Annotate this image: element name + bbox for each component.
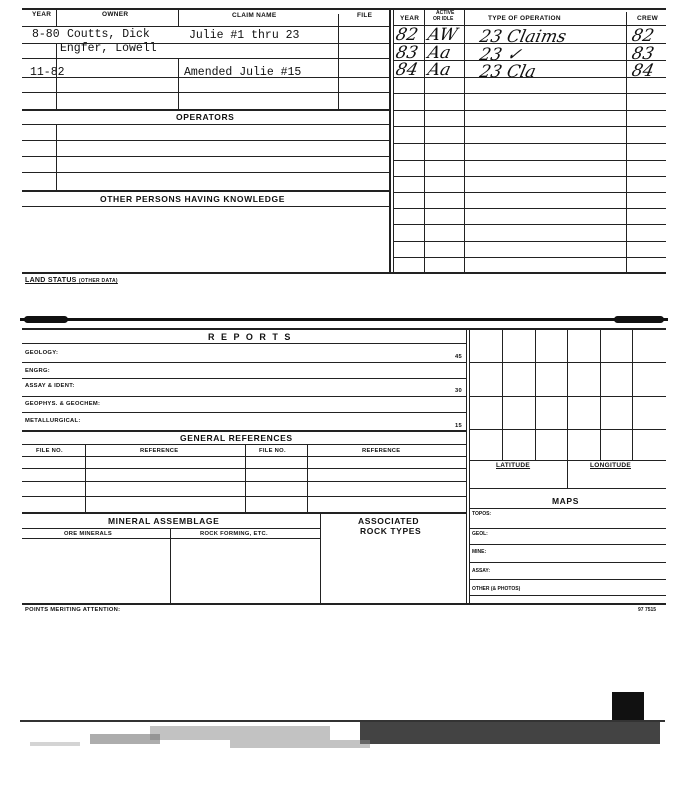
assoc-rock-types-title-2: ROCK TYPES xyxy=(360,526,422,536)
report-engrg: ENGRG: xyxy=(25,368,50,374)
maps-geol: GEOL: xyxy=(472,531,488,537)
maps-title: MAPS xyxy=(552,496,579,506)
smudge-mark xyxy=(614,316,664,323)
ops-row-rule xyxy=(393,93,666,94)
grid-col xyxy=(567,328,568,488)
ref-reference-2: REFERENCE xyxy=(362,448,401,454)
latitude-label: LATITUDE xyxy=(496,462,531,469)
land-status-label: LAND STATUS (OTHER DATA) xyxy=(25,277,118,284)
op-type-1: 23 Claims xyxy=(477,27,569,47)
col-divider xyxy=(424,10,425,274)
owner-year-3: 11-82 xyxy=(30,66,65,79)
col-divider xyxy=(56,8,57,26)
row-rule xyxy=(22,172,389,173)
row-rule xyxy=(22,481,466,482)
report-metallurgical: METALLURGICAL: xyxy=(25,418,81,424)
report-geology: GEOLOGY: xyxy=(25,350,59,356)
col-divider xyxy=(56,43,57,110)
report-geology-num: 45 xyxy=(455,354,463,360)
assoc-rock-types-title-1: ASSOCIATED xyxy=(358,516,420,526)
operators-rule xyxy=(22,109,389,111)
row-rule xyxy=(469,508,666,509)
header-type-of-operation: TYPE OF OPERATION xyxy=(488,15,561,22)
grid-col xyxy=(632,328,633,460)
report-assay: ASSAY & IDENT: xyxy=(25,383,75,389)
row-rule xyxy=(22,43,389,44)
operators-title: OPERATORS xyxy=(176,112,235,122)
ore-minerals-label: ORE MINERALS xyxy=(64,531,113,537)
op-type-3: 23 Cla xyxy=(477,62,538,82)
col-divider-main xyxy=(389,8,391,274)
other-persons-rule xyxy=(22,190,389,192)
grid-row xyxy=(469,362,666,363)
maps-mine: MINE: xyxy=(472,549,487,555)
ops-row-rule xyxy=(393,143,666,144)
op-status-3: Aa xyxy=(425,60,453,80)
maps-other: OTHER (& PHOTOS) xyxy=(472,586,521,592)
ops-row-rule xyxy=(393,160,666,161)
other-persons-title: OTHER PERSONS HAVING KNOWLEDGE xyxy=(100,194,286,204)
row-rule xyxy=(22,140,389,141)
header-active: ACTIVE xyxy=(436,10,455,16)
row-rule xyxy=(22,444,466,445)
row-rule xyxy=(469,544,666,545)
col-divider xyxy=(320,512,321,604)
grid-row xyxy=(469,460,666,461)
col-divider xyxy=(338,14,339,110)
row-rule xyxy=(469,579,666,580)
owner-name-1: Coutts, Dick xyxy=(67,28,150,41)
row-rule xyxy=(22,92,389,93)
separator-bar xyxy=(20,318,668,321)
col-divider xyxy=(464,10,465,274)
col-divider xyxy=(170,528,171,604)
report-assay-num: 30 xyxy=(455,388,463,394)
op-year-1: 82 xyxy=(393,25,420,45)
col-divider xyxy=(178,8,179,26)
owner-name-2: Engfer, Lowell xyxy=(60,42,157,55)
maps-assay: ASSAY: xyxy=(472,568,491,574)
reports-top-rule xyxy=(22,328,666,330)
general-references-title: GENERAL REFERENCES xyxy=(180,433,293,443)
op-type-2: 23 ✓ xyxy=(477,45,524,65)
points-meriting-attention: POINTS MERITING ATTENTION: xyxy=(25,607,121,613)
longitude-label: LONGITUDE xyxy=(590,462,631,469)
ops-row-rule xyxy=(393,208,666,209)
ops-row-rule xyxy=(393,224,666,225)
op-crew-1: 82 xyxy=(629,26,656,46)
op-status-1: AW xyxy=(425,25,460,45)
report-geophys: GEOPHYS. & GEOCHEM: xyxy=(25,401,101,407)
ops-row-rule xyxy=(393,110,666,111)
grid-col xyxy=(600,328,601,460)
ops-row-rule xyxy=(393,126,666,127)
grid-col xyxy=(535,328,536,460)
row-rule xyxy=(22,468,466,469)
row-rule xyxy=(22,456,466,457)
row-rule xyxy=(469,595,666,596)
op-crew-2: 83 xyxy=(629,44,656,64)
row-rule xyxy=(22,378,466,379)
row-rule xyxy=(22,362,466,363)
row-rule xyxy=(22,156,389,157)
header-crew: CREW xyxy=(637,15,659,22)
ref-file-no-1: FILE NO. xyxy=(36,448,63,454)
row-rule xyxy=(469,528,666,529)
header-file: FILE xyxy=(357,12,373,19)
col-divider xyxy=(56,124,57,190)
owner-year-1: 8-80 xyxy=(32,28,60,41)
grid-col xyxy=(502,328,503,460)
row-rule xyxy=(22,528,320,529)
report-metallurgical-num: 15 xyxy=(455,423,463,429)
row-rule xyxy=(22,343,466,344)
row-rule xyxy=(22,77,389,78)
claim-name-3: Amended Julie #15 xyxy=(184,66,302,79)
header-owner: OWNER xyxy=(102,11,129,18)
row-rule xyxy=(22,396,466,397)
form-number: 97 7515 xyxy=(638,607,657,613)
col-divider xyxy=(85,444,86,512)
header-claim-name: CLAIM NAME xyxy=(232,12,277,19)
col-divider xyxy=(245,444,246,512)
col-divider xyxy=(307,444,308,512)
grid-row xyxy=(469,429,666,430)
scan-noise xyxy=(0,690,678,770)
reports-title: R E P O R T S xyxy=(208,332,293,342)
header-rule xyxy=(22,26,389,27)
grid-row xyxy=(469,488,666,489)
ref-file-no-2: FILE NO. xyxy=(259,448,286,454)
op-year-3: 84 xyxy=(393,60,420,80)
col-divider-main xyxy=(393,8,394,274)
rock-forming-label: ROCK FORMING, ETC. xyxy=(200,531,268,537)
claim-name-1: Julie #1 thru 23 xyxy=(189,29,300,42)
op-year-2: 83 xyxy=(393,43,420,63)
mineral-rule xyxy=(22,512,466,514)
row-rule xyxy=(22,496,466,497)
ops-row-rule xyxy=(393,192,666,193)
grid-row xyxy=(469,396,666,397)
row-rule xyxy=(22,538,320,539)
reports-bottom-rule xyxy=(22,603,666,605)
ops-row-rule xyxy=(393,176,666,177)
row-rule xyxy=(22,58,389,59)
smudge-mark xyxy=(24,316,68,323)
top-border xyxy=(22,8,666,10)
mineral-assemblage-title: MINERAL ASSEMBLAGE xyxy=(108,516,220,526)
header-year-2: YEAR xyxy=(400,15,420,22)
row-rule xyxy=(22,412,466,413)
row-rule xyxy=(469,562,666,563)
col-divider xyxy=(466,328,467,604)
ops-row-rule xyxy=(393,241,666,242)
ref-reference-1: REFERENCE xyxy=(140,448,179,454)
maps-topos: TOPOS: xyxy=(472,511,492,517)
op-status-2: Aa xyxy=(425,43,453,63)
col-divider xyxy=(178,58,179,110)
row-rule xyxy=(22,124,389,125)
header-year: YEAR xyxy=(32,11,52,18)
ops-row-rule xyxy=(393,257,666,258)
general-ref-rule xyxy=(22,430,466,432)
header-or-idle: OR IDLE xyxy=(433,16,454,22)
op-crew-3: 84 xyxy=(629,61,656,81)
row-rule xyxy=(22,206,389,207)
top-block-bottom xyxy=(22,272,666,274)
